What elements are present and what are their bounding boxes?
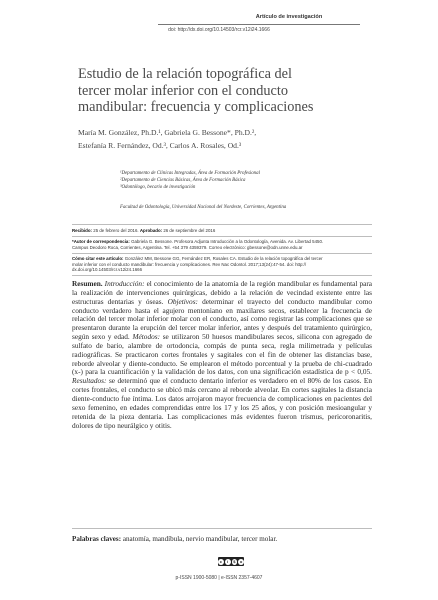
keywords: Palabras claves: anatomía, mandíbula, nervio mandibular, tercer molar. [72,535,278,543]
affiliation-line: ³Odontólogo, becario de investigación [120,185,196,191]
nc-icon: $ [233,558,236,564]
citation-block: Cómo citar este artículo: González MM, Bessone GG, Fernández ER, Rosales CA. Estudio de la relación topográfica del tercer molar inferior con el conducto mandibular: frecuencia y complicaciones. Rev Nac Odontol. 2017;13(24):47-54. doi: http:// dx.doi.org/10.14503/rcr.v12i24.1666 [72,256,323,273]
meta-divider-top [72,224,372,225]
header-divider [158,24,360,25]
author-line: María M. González, Ph.D.¹, Gabriela G. Bessone*, Ph.D.², [78,128,257,137]
faculty-line: Facultad de Odontología, Universidad Nacional del Nordeste, Corrientes, Argentina [120,205,287,211]
issn-footer: p-ISSN 1900-5080 | e-ISSN 2357-4607 [175,575,263,581]
title-line: tercer molar inferior con el conducto [78,82,288,99]
doi-text: doi: http://dx.doi.org/10.14503/rcr.v12i24.1666 [168,27,270,33]
cc-icon: c [219,558,222,564]
meta-divider-bottom [72,275,372,276]
meta-divider [72,253,372,254]
by-icon: i [225,559,231,565]
section-label: Artículo de investigación [255,14,323,20]
affiliation-line: ¹Departamento de Clínicas Integradas, Área de Formación Profesional [120,171,260,176]
sa-icon: o [239,558,243,564]
title-line: Estudio de la relación topográfica del [78,66,292,82]
dates-block: Recibido: 25 de febrero del 2016. Aprobado: 26 de septiembre del 2016 [72,228,216,233]
correspondence-block: *Autor de correspondencia: Gabriela G. Bessone. Profesora Adjunta Introducción a la Odontología, Avenida. Av. Libertad 5450. Campus Deodoro Roca, Corrientes, Argentina. Tel. +54 379 4359379. Correo electrónico: gbessone@odn.unne.edu.ar [72,239,324,250]
title-line: mandibular: frecuencia y complicaciones [78,99,314,116]
affiliations [120,170,380,211]
article-title [78,66,378,116]
author-line: Estefanía R. Fernández, Od.³, Carlos A. Rosales, Od.³ [78,140,242,150]
cc-license-badge[interactable] [218,557,244,566]
author-list [78,127,368,152]
abstract: Resumen. Introducción: el conocimiento de la anatomía de la región mandibular es fundamental para la realización de intervenciones quirúrgicas, debido a la relación de vecindad existente entre las estructuras dentarias y óseas. Objetivos: determinar el trayecto del conducto mandibular como conducto verdadero hasta el agujero mentoniano en maxilares secos, establecer la frecuencia de relación del tercer molar inferior molar con el conducto, así como registrar las complicaciones que se presentaron durante la erupción del tercer molar inferior, antes y después del tratamiento quirúrgico, según sexo y edad. Métodos: se utilizaron 50 huesos mandibulares secos, silicona con agregado de sulfato de bario, alambre de ortodoncia, compás de punta seca, regla milimetrada y películas radiográficas. Se practicaron cortes frontales y sagitales con el fin de obtener las distancias base, reborde alveolar y diente-conducto. Se emplearon el método porcentual y la prueba de chi-cuadrado (x-) para la cuantificación y la validación de los datos, con una significación estadística de p < 0,05. Resultados: se determinó que el conducto dentario inferior es verdadero en el 80% de los casos. En cortes frontales, el conducto se ubicó más cercano al reborde alveolar. En cortes sagitales la distancia diente-conducto fue íntima. Los datos arrojaron mayor frecuencia de complicaciones en pacientes del sexo femenino, en edades comprendidas entre los 17 y los 25 años, y con posición mesioangular y retenida de la pieza dentaria. Las complicaciones más evidentes fueron trismus, pericoronaritis, dolores de tipo neurálgico y otitis. [72,279,373,430]
meta-divider [72,236,372,237]
affiliation-line: ²Departamento de Ciencias Básicas, Área de Formación Básica [120,178,246,184]
keywords-divider [72,528,372,529]
